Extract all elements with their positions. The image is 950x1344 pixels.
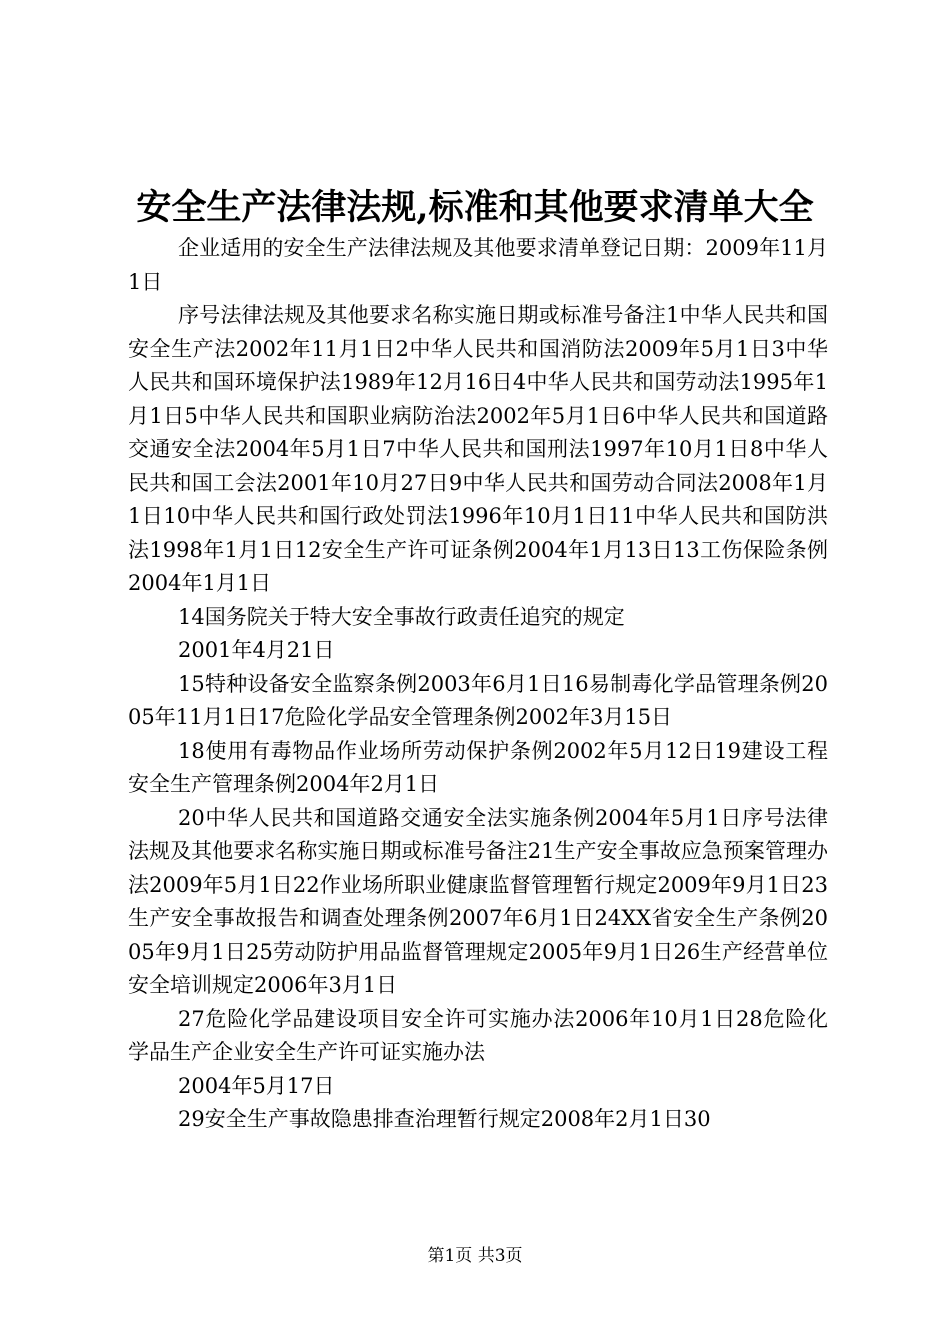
paragraph-item-14-date: 2001年4月21日 <box>178 638 335 662</box>
paragraph-list-20-26: 20中华人民共和国道路交通安全法实施条例2004年5月1日序号法律法规及其他要求名称实施日期或标准号备注21生产安全事故应急预案管理办法2009年5月1日22作业场所职业健康监督管理暂行规定2009年9月1日23生产安全事故报告和调查处理条例2007年6月1日24XX省安全生产条例2005年9月1日25劳动防护用品监督管理规定2005年9月1日26生产经营单位安全培训规定2006年3月1日 <box>128 805 828 997</box>
paragraph-list-27-28: 27危险化学品建设项目安全许可实施办法2006年10月1日28危险化学品生产企业安全生产许可证实施办法 <box>128 1006 828 1064</box>
page-title: 安全生产法律法规,标准和其他要求清单大全 <box>136 187 814 228</box>
document-body <box>128 232 828 1137</box>
paragraph-item-28-date: 2004年5月17日 <box>178 1073 335 1098</box>
page-number: 第1页 共3页 <box>427 1246 523 1266</box>
paragraph-list-18-19: 18使用有毒物品作业场所劳动保护条例2002年5月12日19建设工程安全生产管理条例2004年2月1日 <box>128 738 828 796</box>
paragraph-list-1-13: 序号法律法规及其他要求名称实施日期或标准号备注1中华人民共和国安全生产法2002年11月1日2中华人民共和国消防法2009年5月1日3中华人民共和国环境保护法1989年12月16日4中华人民共和国劳动法1995年1月1日5中华人民共和国职业病防治法2002年5月1日6中华人民共和国道路交通安全法2004年5月1日7中华人民共和国刑法1997年10月1日8中华人民共和国工会法2001年10月27日9中华人民共和国劳动合同法2008年1月1日10中华人民共和国行政处罚法1996年10月1日11中华人民共和国防洪法1998年1月1日12安全生产许可证条例2004年1月13日13工伤保险条例2004年1月1日 <box>128 303 828 595</box>
paragraph-list-15-17: 15特种设备安全监察条例2003年6月1日16易制毒化学品管理条例2005年11月1日17危险化学品安全管理条例2002年3月15日 <box>128 671 828 729</box>
paragraph-item-14: 14国务院关于特大安全事故行政责任追究的规定 <box>178 604 625 629</box>
paragraph-list-29-30: 29安全生产事故隐患排查治理暂行规定2008年2月1日30 <box>178 1107 711 1131</box>
paragraph-intro: 企业适用的安全生产法律法规及其他要求清单登记日期：2009年11月1日 <box>128 236 828 294</box>
